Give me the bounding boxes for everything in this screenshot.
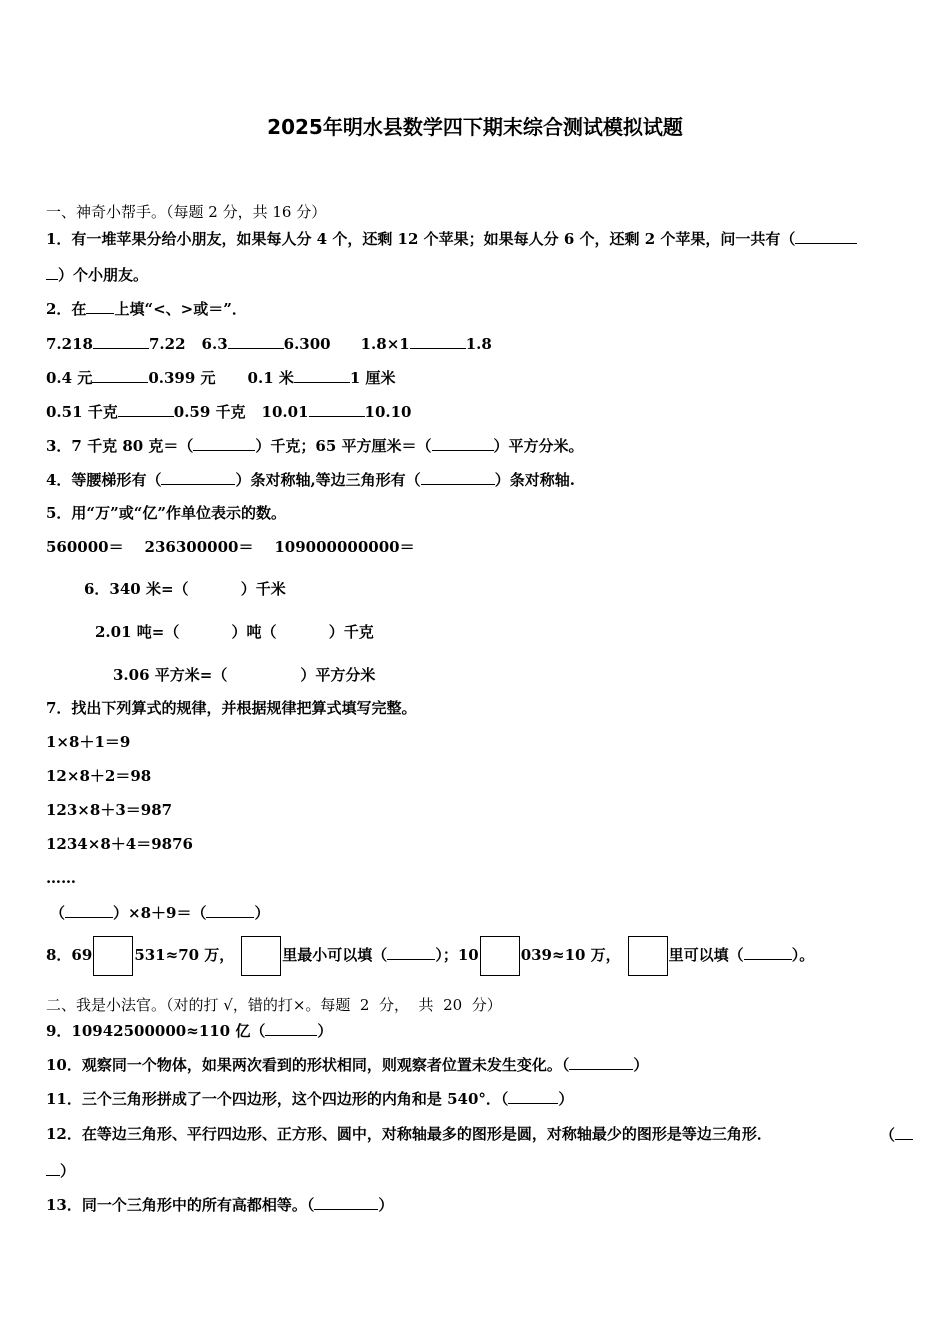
question-12-text: 12．在等边三角形、平行四边形、正方形、圆中，对称轴最多的图形是圆，对称轴最少的图形是等边三角形．	[46, 1125, 772, 1143]
question-8-text: 里可以填（	[668, 946, 744, 964]
question-1-text: 1．有一堆苹果分给小朋友，如果每人分 4 个，还剩 12 个苹果；如果每人分 6 个，还剩 2 个苹果，问一共有（	[46, 230, 796, 248]
answer-blank[interactable]	[93, 333, 149, 349]
answer-blank[interactable]	[92, 367, 148, 383]
question-8-text: 531≈70 万，	[134, 946, 235, 964]
answer-blank[interactable]	[65, 902, 113, 918]
question-6-part-2: 2.01 吨=（ ）吨（ ）千克	[95, 623, 374, 641]
question-10-text: ）	[633, 1056, 649, 1074]
question-8	[46, 935, 814, 976]
question-8-text: 039≈10 万，	[520, 946, 621, 964]
compare-right: 7.22	[148, 335, 186, 353]
question-7-text: ）×8＋9＝（	[113, 904, 207, 922]
question-8-text: 里最小可以填（	[282, 946, 388, 964]
question-7: 7．找出下列算式的规律，并根据规律把算式填写完整。	[46, 699, 417, 717]
compare-right: 1.8	[465, 335, 492, 353]
question-7-row-1: 1×8＋1＝9	[46, 733, 131, 751]
question-3	[46, 435, 584, 456]
question-7-row-6	[50, 902, 269, 923]
question-9	[46, 1020, 332, 1041]
answer-blank[interactable]	[161, 469, 235, 485]
section-heading-2: 二、我是小法官。（对的打 √，错的打×。每题 2 分， 共 20 分）	[46, 996, 502, 1014]
answer-blank[interactable]	[46, 1160, 60, 1176]
question-4-text: 4．等腰梯形有（	[46, 471, 162, 489]
question-4	[46, 469, 575, 490]
compare-right: 1 厘米	[349, 369, 396, 387]
question-2-row-1	[46, 333, 492, 354]
question-13-text: ）	[378, 1196, 394, 1214]
question-8-text: ）。	[791, 946, 815, 964]
answer-blank[interactable]	[432, 435, 494, 451]
question-12-text: （	[880, 1126, 896, 1144]
question-1-cont	[46, 264, 148, 285]
question-10	[46, 1054, 648, 1075]
question-7-row-5: ……	[46, 869, 76, 887]
answer-blank[interactable]	[206, 902, 254, 918]
question-10-text: 10．观察同一个物体，如果两次看到的形状相同，则观察者位置未发生变化。（	[46, 1056, 570, 1074]
compare-right: 0.59 千克	[173, 403, 246, 421]
question-11-text: ）	[558, 1090, 574, 1108]
question-12-text: ）	[60, 1162, 76, 1180]
answer-blank[interactable]	[410, 333, 466, 349]
answer-blank[interactable]	[421, 469, 495, 485]
question-3-text: ）千克；65 平方厘米＝（	[255, 437, 432, 455]
question-4-text: ）条对称轴,等边三角形有（	[235, 471, 421, 489]
question-8-text: 8．69	[46, 946, 93, 964]
compare-left: 6.3	[201, 335, 228, 353]
question-2-row-2	[46, 367, 396, 388]
question-7-row-2: 12×8＋2＝98	[46, 767, 152, 785]
compare-left: 0.4 元	[46, 369, 93, 387]
compare-left: 1.8×1	[360, 335, 410, 353]
question-13	[46, 1194, 393, 1215]
answer-blank[interactable]	[744, 944, 792, 960]
question-3-text: 3．7 千克 80 克＝（	[46, 437, 194, 455]
compare-left: 0.1 米	[247, 369, 294, 387]
question-6-part-3: 3.06 平方米=（ ）平方分米	[113, 666, 376, 684]
answer-blank[interactable]	[795, 228, 857, 244]
question-7-text: ）	[254, 904, 270, 922]
question-8-text: ）；10	[435, 946, 479, 964]
compare-left: 0.51 千克	[46, 403, 118, 421]
question-12-paren	[880, 1124, 913, 1145]
question-9-text: ）	[317, 1022, 333, 1040]
question-13-text: 13．同一个三角形中的所有高都相等。（	[46, 1196, 315, 1214]
answer-blank[interactable]	[508, 1088, 558, 1104]
question-3-text: ）平方分米。	[493, 437, 584, 455]
question-5-row: 560000＝ 236300000＝ 109000000000＝	[46, 538, 415, 556]
question-1	[46, 228, 857, 249]
question-12	[46, 1124, 772, 1144]
question-11	[46, 1088, 573, 1109]
question-7-text: （	[50, 904, 66, 922]
answer-blank[interactable]	[294, 367, 350, 383]
question-7-row-4: 1234×8＋4＝9876	[46, 835, 193, 853]
question-9-text: 9．10942500000≈110 亿（	[46, 1022, 266, 1040]
compare-left: 10.01	[261, 403, 309, 421]
digit-box[interactable]	[241, 936, 281, 976]
compare-right: 10.10	[364, 403, 412, 421]
question-4-text: ）条对称轴.	[494, 471, 575, 489]
section-heading-1: 一、神奇小帮手。（每题 2 分，共 16 分）	[46, 203, 327, 221]
question-2	[46, 298, 247, 319]
answer-blank[interactable]	[193, 435, 255, 451]
digit-box[interactable]	[628, 936, 668, 976]
answer-blank[interactable]	[265, 1020, 317, 1036]
answer-blank[interactable]	[118, 401, 174, 417]
answer-blank[interactable]	[86, 298, 114, 314]
digit-box[interactable]	[93, 936, 133, 976]
answer-blank[interactable]	[46, 264, 58, 280]
question-2-row-3	[46, 401, 412, 422]
answer-blank[interactable]	[387, 944, 435, 960]
question-5: 5．用“万”或“亿”作单位表示的数。	[46, 504, 286, 522]
answer-blank[interactable]	[314, 1194, 378, 1210]
question-6-part-1: 6．340 米=（ ）千米	[84, 580, 286, 598]
question-2-text: 2．在	[46, 300, 87, 318]
question-7-row-3: 123×8＋3＝987	[46, 801, 173, 819]
question-1-end: ）个小朋友。	[58, 266, 149, 284]
answer-blank[interactable]	[569, 1054, 633, 1070]
question-11-text: 11．三个三角形拼成了一个四边形，这个四边形的内角和是 540°．（	[46, 1090, 509, 1108]
compare-right: 0.399 元	[148, 369, 216, 387]
compare-left: 7.218	[46, 335, 93, 353]
compare-right: 6.300	[283, 335, 331, 353]
question-12-cont	[46, 1160, 75, 1181]
answer-blank[interactable]	[228, 333, 284, 349]
digit-box[interactable]	[480, 936, 520, 976]
question-2-text: 上填“<、>或＝”．	[114, 300, 247, 318]
page-title: 2025年明水县数学四下期末综合测试模拟试题	[267, 115, 683, 139]
answer-blank[interactable]	[309, 401, 365, 417]
answer-blank[interactable]	[895, 1124, 913, 1140]
